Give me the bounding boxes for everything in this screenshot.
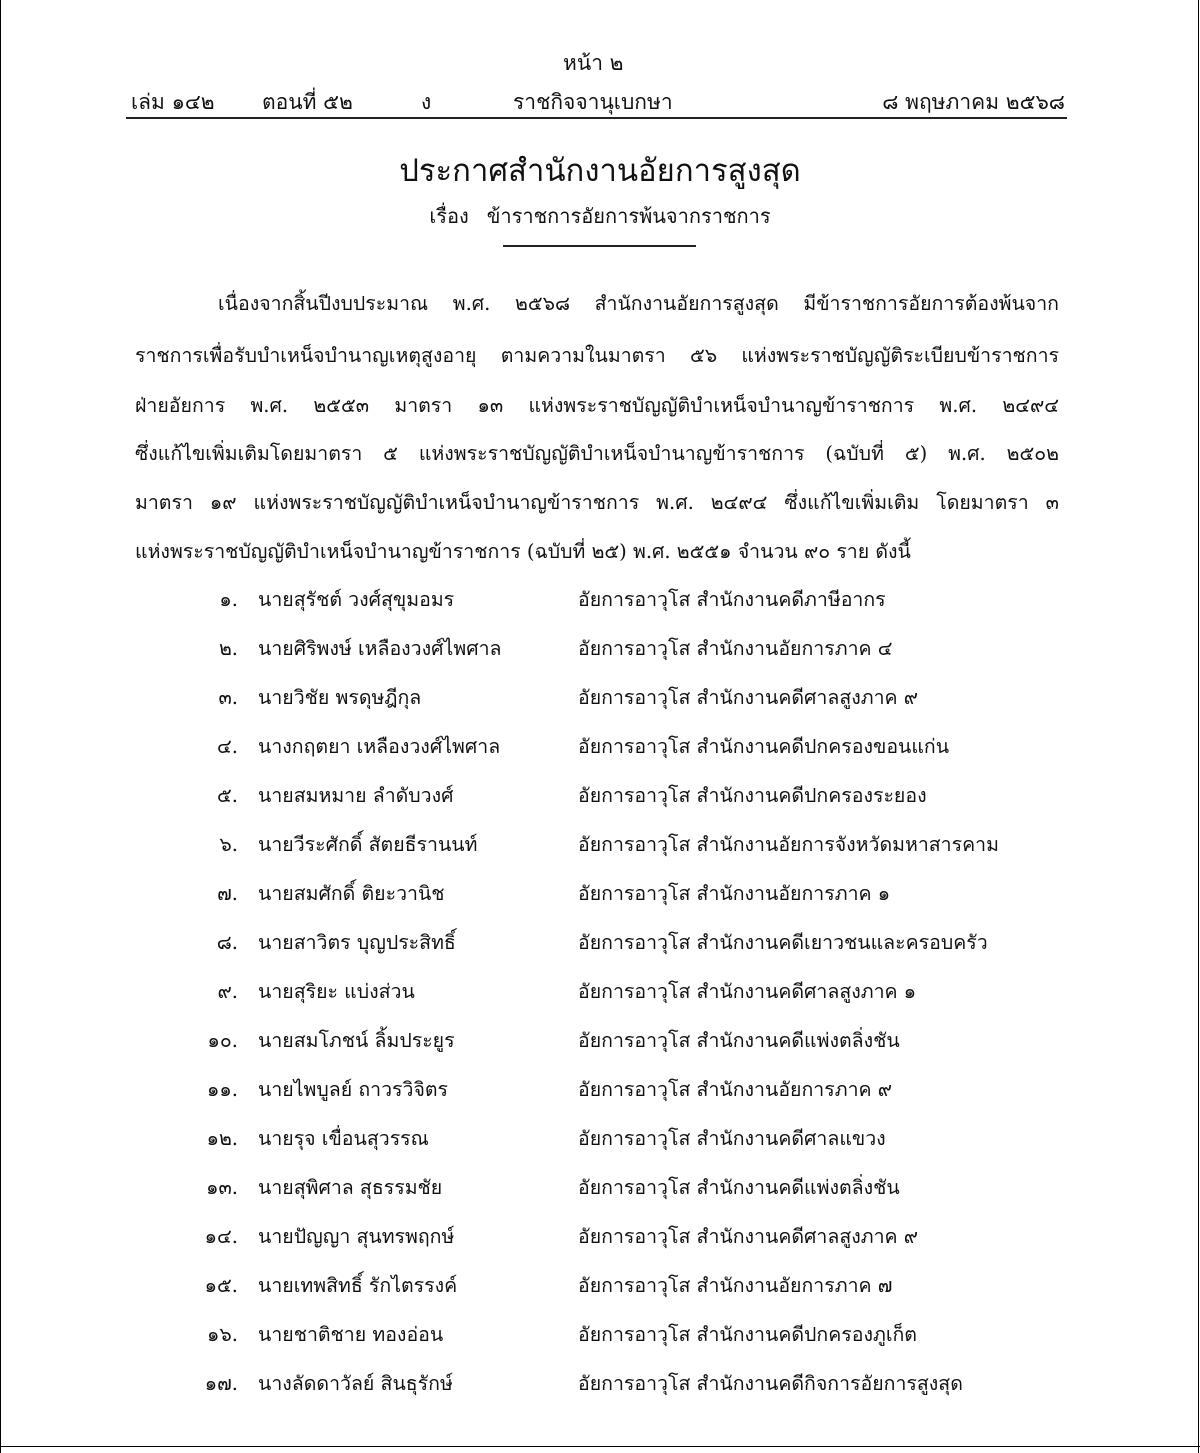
list-item bbox=[0, 1319, 1200, 1353]
paragraph-line: แห่งพระราชบัญญัติบำเหน็จบำนาญข้าราชการ (ฉบับที่ ๒๕) พ.ศ. ๒๕๕๑ จำนวน ๙๐ ราย ดังนี้ bbox=[135, 540, 911, 563]
item-number: ๑๖. bbox=[207, 1323, 238, 1346]
retiree-name: นายชาติชาย ทองอ่อน bbox=[258, 1323, 444, 1346]
retiree-position: อัยการอาวุโส สำนักงานคดีปกครองขอนแก่น bbox=[578, 735, 950, 758]
list-item bbox=[0, 1123, 1200, 1157]
retiree-position: อัยการอาวุโส สำนักงานคดีแพ่งตลิ่งชัน bbox=[578, 1176, 900, 1199]
retiree-name: นางกฤตยา เหลืองวงศ์ไพศาล bbox=[258, 735, 501, 758]
paragraph-line: ซึ่งแก้ไขเพิ่มเติมโดยมาตรา ๕ แห่งพระราชบัญญัติบำเหน็จบำนาญข้าราชการ (ฉบับที่ ๕) พ.ศ. ๒๕๐๒ bbox=[135, 442, 1059, 465]
list-item bbox=[0, 682, 1200, 716]
list-item bbox=[0, 1221, 1200, 1255]
document-subject bbox=[0, 200, 1200, 232]
list-item bbox=[0, 927, 1200, 961]
item-number: ๒. bbox=[218, 637, 238, 660]
retiree-name: นายสุพิศาล สุธรรมชัย bbox=[258, 1176, 443, 1199]
retiree-position: อัยการอาวุโส สำนักงานคดีภาษีอากร bbox=[578, 588, 886, 611]
subject-text: ข้าราชการอัยการพ้นจากราชการ bbox=[486, 204, 771, 228]
retiree-position: อัยการอาวุโส สำนักงานคดีแพ่งตลิ่งชัน bbox=[578, 1029, 900, 1052]
page-number-label: หน้า ๒ bbox=[563, 51, 624, 75]
retiree-position: อัยการอาวุโส สำนักงานอัยการภาค ๙ bbox=[578, 1078, 893, 1101]
retiree-name: นายสุริยะ แบ่งส่วน bbox=[258, 980, 415, 1003]
retiree-name: นายสุรัชต์ วงศ์สุขุมอมร bbox=[258, 588, 455, 611]
retiree-position: อัยการอาวุโส สำนักงานอัยการภาค ๔ bbox=[578, 637, 893, 660]
retiree-name: นายสมศักดิ์ ติยะวานิช bbox=[258, 882, 445, 905]
item-number: ๑. bbox=[219, 588, 238, 611]
retiree-position: อัยการอาวุโส สำนักงานคดีกิจการอัยการสูงสุด bbox=[578, 1372, 963, 1395]
paragraph-line: เนื่องจากสิ้นปีงบประมาณ พ.ศ. ๒๕๖๘ สำนักงานอัยการสูงสุด มีข้าราชการอัยการต้องพ้นจาก bbox=[218, 292, 1059, 315]
retiree-position: อัยการอาวุโส สำนักงานอัยการจังหวัดมหาสารคาม bbox=[578, 833, 999, 856]
paragraph-line: ฝ่ายอัยการ พ.ศ. ๒๕๕๓ มาตรา ๑๓ แห่งพระราชบัญญัติบำเหน็จบำนาญข้าราชการ พ.ศ. ๒๔๙๔ bbox=[135, 394, 1059, 417]
retiree-position: อัยการอาวุโส สำนักงานคดีปกครองภูเก็ต bbox=[578, 1323, 917, 1346]
retiree-position: อัยการอาวุโส สำนักงานคดีเยาวชนและครอบครัว bbox=[578, 931, 988, 954]
document-title: ประกาศสำนักงานอัยการสูงสุด bbox=[399, 153, 801, 189]
retiree-name: นายสมโภชน์ ลิ้มประยูร bbox=[258, 1029, 455, 1052]
retiree-position: อัยการอาวุโส สำนักงานอัยการภาค ๑ bbox=[578, 882, 891, 905]
item-number: ๑๗. bbox=[204, 1372, 238, 1395]
retiree-position: อัยการอาวุโส สำนักงานอัยการภาค ๗ bbox=[578, 1274, 893, 1297]
list-item bbox=[0, 976, 1200, 1010]
list-item bbox=[0, 1074, 1200, 1108]
item-number: ๔. bbox=[217, 735, 238, 758]
list-item bbox=[0, 1172, 1200, 1206]
frame-bottom-line bbox=[0, 1446, 1200, 1447]
retiree-name: นายวีระศักดิ์ สัตยธีรานนท์ bbox=[258, 833, 478, 856]
list-item bbox=[0, 1025, 1200, 1059]
item-number: ๑๐. bbox=[207, 1029, 238, 1052]
item-number: ๑๒. bbox=[206, 1127, 238, 1150]
list-item bbox=[0, 1270, 1200, 1304]
item-number: ๘. bbox=[216, 931, 238, 954]
list-item bbox=[0, 829, 1200, 863]
gazette-date: ๘ พฤษภาคม ๒๕๖๘ bbox=[882, 90, 1065, 114]
header-rule bbox=[126, 117, 1067, 119]
item-number: ๑๑. bbox=[207, 1078, 238, 1101]
retiree-name: นายรุจ เขื่อนสุวรรณ bbox=[258, 1127, 429, 1150]
item-number: ๑๔. bbox=[204, 1225, 238, 1248]
list-item bbox=[0, 1368, 1200, 1402]
retiree-position: อัยการอาวุโส สำนักงานคดีศาลสูงภาค ๙ bbox=[578, 1225, 919, 1248]
retiree-name: นายศิริพงษ์ เหลืองวงศ์ไพศาล bbox=[258, 637, 502, 660]
retiree-name: นายวิชัย พรดุษฎีกุล bbox=[258, 686, 422, 709]
item-number: ๖. bbox=[219, 833, 238, 856]
subject-label: เรื่อง bbox=[429, 204, 469, 228]
paragraph-line: มาตรา ๑๙ แห่งพระราชบัญญัติบำเหน็จบำนาญข้าราชการ พ.ศ. ๒๔๙๔ ซึ่งแก้ไขเพิ่มเติม โดยมาตรา ๓ bbox=[135, 491, 1059, 514]
item-number: ๗. bbox=[217, 882, 238, 905]
retiree-name: นายไพบูลย์ ถาวรวิจิตร bbox=[258, 1078, 449, 1101]
paragraph-line: ราชการเพื่อรับบำเหน็จบำนาญเหตุสูงอายุ ตามความในมาตรา ๕๖ แห่งพระราชบัญญัติระเบียบข้าราชการ bbox=[135, 344, 1059, 367]
item-number: ๙. bbox=[217, 980, 238, 1003]
item-number: ๑๕. bbox=[204, 1274, 238, 1297]
retiree-position: อัยการอาวุโส สำนักงานคดีศาลสูงภาค ๙ bbox=[578, 686, 919, 709]
issue-label: ตอนที่ ๕๒ bbox=[262, 90, 353, 114]
list-item bbox=[0, 780, 1200, 814]
volume-label: เล่ม ๑๔๒ bbox=[131, 90, 215, 114]
title-divider bbox=[503, 245, 696, 247]
list-item bbox=[0, 878, 1200, 912]
retiree-name: นายสาวิตร บุญประสิทธิ์ bbox=[258, 931, 456, 954]
item-number: ๑๓. bbox=[206, 1176, 238, 1199]
retiree-name: นางลัดดาวัลย์ สินธุรักษ์ bbox=[258, 1372, 453, 1395]
retiree-position: อัยการอาวุโส สำนักงานคดีศาลแขวง bbox=[578, 1127, 886, 1150]
section-label: ง bbox=[421, 90, 432, 114]
gazette-name: ราชกิจจานุเบกษา bbox=[513, 90, 673, 114]
retiree-position: อัยการอาวุโส สำนักงานคดีปกครองระยอง bbox=[578, 784, 927, 807]
retiree-name: นายเทพสิทธิ์ รักไตรรงค์ bbox=[258, 1274, 458, 1297]
item-number: ๕. bbox=[217, 784, 238, 807]
item-number: ๓. bbox=[218, 686, 238, 709]
list-item bbox=[0, 633, 1200, 667]
list-item bbox=[0, 584, 1200, 618]
retiree-name: นายปัญญา สุนทรพฤกษ์ bbox=[258, 1225, 455, 1248]
retiree-position: อัยการอาวุโส สำนักงานคดีศาลสูงภาค ๑ bbox=[578, 980, 917, 1003]
list-item bbox=[0, 731, 1200, 765]
retiree-name: นายสมหมาย ลำดับวงศ์ bbox=[258, 784, 454, 807]
